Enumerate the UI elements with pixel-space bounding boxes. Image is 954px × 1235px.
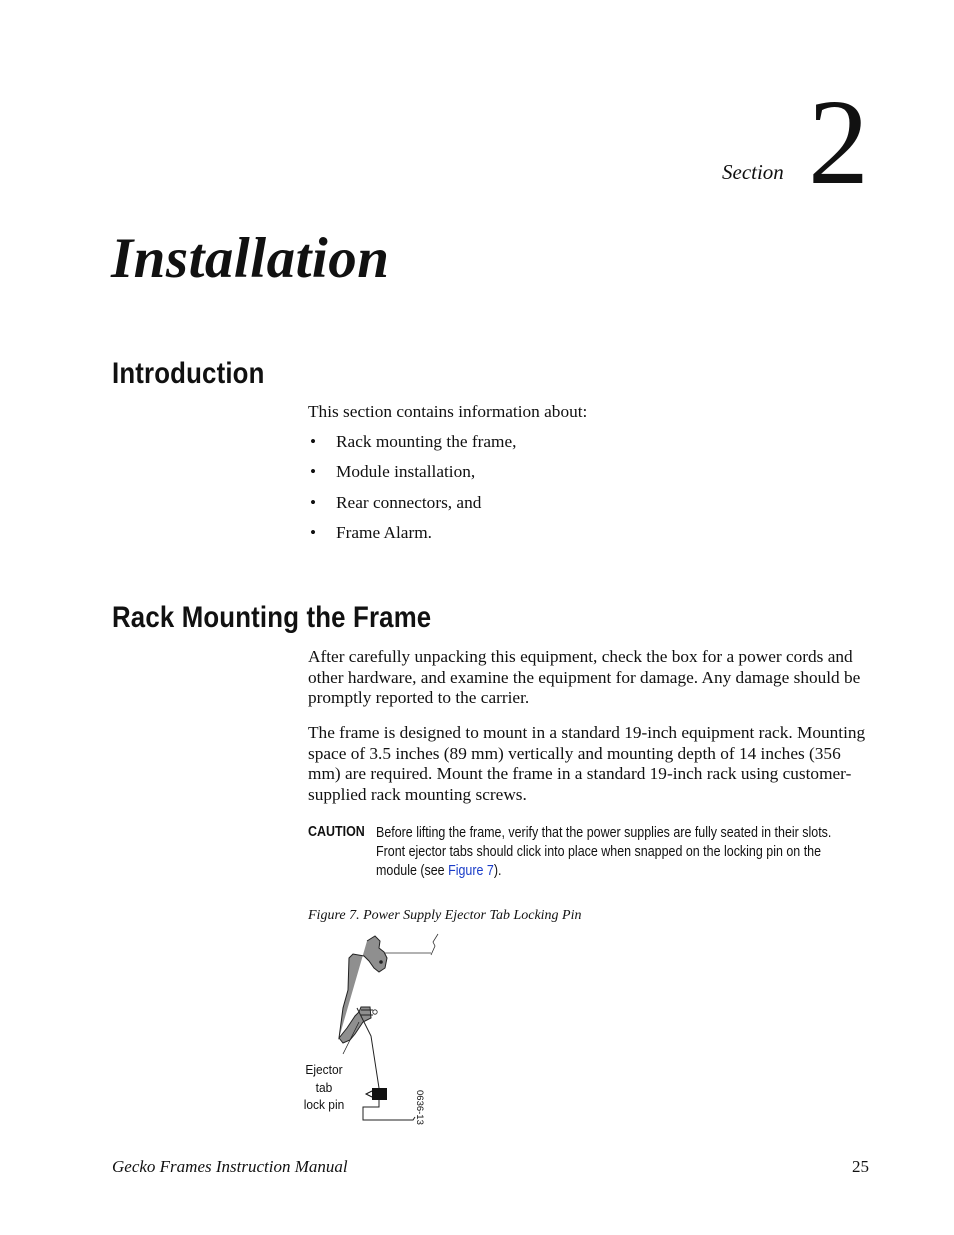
bullet-item: • Rear connectors, and — [308, 493, 516, 523]
introduction-lead: This section contains information about: — [308, 402, 588, 421]
footer-page-number: 25 — [852, 1157, 869, 1176]
figure-7-link[interactable]: Figure 7 — [448, 863, 494, 879]
callout-line-3: lock pin — [303, 1097, 345, 1112]
rack-mounting-heading: Rack Mounting the Frame — [112, 601, 432, 634]
caution-text — [376, 824, 840, 881]
caution-label: CAUTION — [308, 824, 365, 840]
callout-line-2: tab — [315, 1079, 333, 1095]
ejector-tab-figure — [295, 928, 455, 1123]
section-label: Section — [722, 160, 784, 184]
introduction-heading: Introduction — [112, 357, 265, 390]
bullet-item: • Module installation, — [308, 462, 516, 492]
caution-text-end: ). — [493, 863, 502, 879]
rack-paragraph-2: The frame is designed to mount in a standard 19-inch equipment rack. Mounting space of 3.5 inches (89 mm) vertically and mounting depth of 14 inches (356 mm) are required. Mount the frame in a standard 19-inch rack using customer-supplied rack mounting screws. — [308, 723, 866, 804]
footer-manual-title: Gecko Frames Instruction Manual — [112, 1157, 348, 1176]
rack-paragraph-1: After carefully unpacking this equipment, check the box for a power cords and other hardware, and examine the equipment for damage. Any damage should be promptly reported to the carrier. — [308, 647, 861, 707]
bullet-item: • Frame Alarm. — [308, 523, 516, 553]
section-number: 2 — [808, 75, 869, 210]
figure-caption: Figure 7. Power Supply Ejector Tab Locking Pin — [308, 908, 582, 923]
ejector-tab-callout — [297, 1061, 350, 1114]
chapter-title: Installation — [111, 227, 390, 290]
callout-line-1: Ejector — [305, 1062, 343, 1077]
bullet-item: • Rack mounting the frame, — [308, 432, 516, 462]
caution-text-start: Before lifting the frame, verify that the power supplies are fully seated in their slots. Front ejector tabs should click into place when snapped on the locking pin on the module (see — [376, 825, 832, 879]
introduction-bullet-list — [308, 432, 516, 553]
drawing-id: 0636-13 — [414, 1090, 425, 1125]
